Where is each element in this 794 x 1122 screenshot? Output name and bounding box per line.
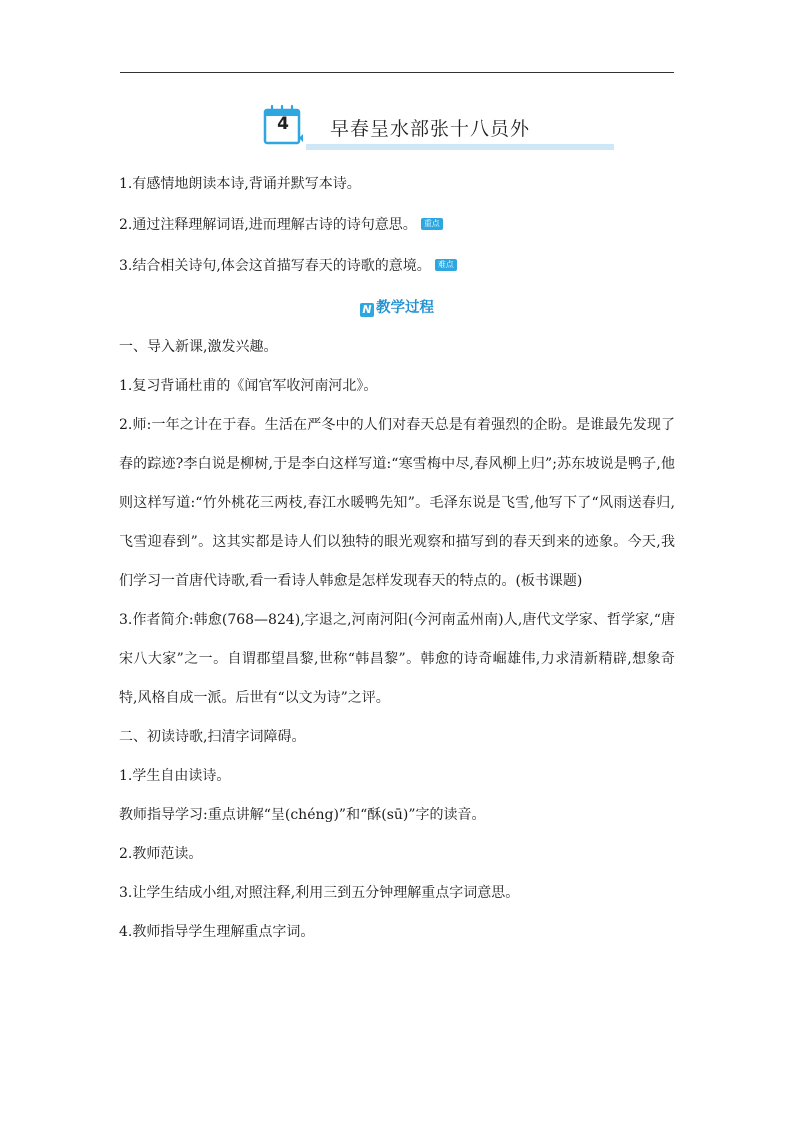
body-paragraph: 2.师:一年之计在于春。生活在严冬中的人们对春天总是有着强烈的企盼。是谁最先发现了春的踪迹?李白说是柳树,于是李白这样写道:“寒雪梅中尽,春风柳上归”;苏东坡说是鸭子,他则这样写道:“竹外桃花三两枝,春江水暖鸭先知”。毛泽东说是飞雪,他写下了“风雨送春归,飞雪迎春到”。这其实都是诗人们以独特的眼光观察和描写到的春天到来的迹象。今天,我们学习一首唐代诗歌,看一看诗人韩愈是怎样发现春天的特点的。(板书课题) xyxy=(119,417,675,589)
body-paragraph: 3.作者简介:韩愈(768—824),字退之,河南河阳(今河南孟州南)人,唐代文学家、哲学家,“唐宋八大家”之一。自谓郡望昌黎,世称“韩昌黎”。韩愈的诗奇崛雄伟,力求清新精辟,想象奇特,风格自成一派。后世有“以文为诗”之评。 xyxy=(119,612,675,706)
lesson-title: 早春呈水部张十八员外 xyxy=(330,118,531,140)
lesson-number: 4 xyxy=(277,114,289,134)
difficulty-badge: 难点 xyxy=(435,259,457,271)
body-paragraph: 3.让学生结成小组,对照注释,利用三到五分钟理解重点字词意思。 xyxy=(119,885,520,901)
body-paragraph: 一、导入新课,激发兴趣。 xyxy=(119,339,278,355)
key-point-badge: 重点 xyxy=(421,218,443,230)
title-highlight-band xyxy=(306,144,614,150)
objective-item xyxy=(119,165,675,206)
body-paragraph: 4.教师指导学生理解重点字词。 xyxy=(119,924,315,940)
section-heading xyxy=(119,288,675,328)
objective-text: 2.通过注释理解词语,进而理解古诗的诗句意思。 xyxy=(119,217,417,233)
objective-text: 3.结合相关诗句,体会这首描写春天的诗歌的意境。 xyxy=(119,258,431,274)
header-rule xyxy=(120,72,674,73)
section-title: 教学过程 xyxy=(376,300,434,316)
lesson-title-block xyxy=(262,104,614,150)
body-paragraph: 二、初读诗歌,扫清字词障碍。 xyxy=(119,729,306,745)
section-n-icon: N xyxy=(360,303,374,317)
body-paragraph: 1.学生自由读诗。 xyxy=(119,768,231,784)
body-paragraph: 教师指导学习:重点讲解“呈(chéng)”和“酥(sū)”字的读音。 xyxy=(119,807,486,823)
body-paragraph: 2.教师范读。 xyxy=(119,846,203,862)
objective-item xyxy=(119,206,675,247)
objective-item xyxy=(119,247,675,288)
page-content xyxy=(119,165,675,952)
objective-text: 1.有感情地朗读本诗,背诵并默写本诗。 xyxy=(119,176,361,192)
body-paragraph: 1.复习背诵杜甫的《闻官军收河南河北》。 xyxy=(119,378,378,394)
